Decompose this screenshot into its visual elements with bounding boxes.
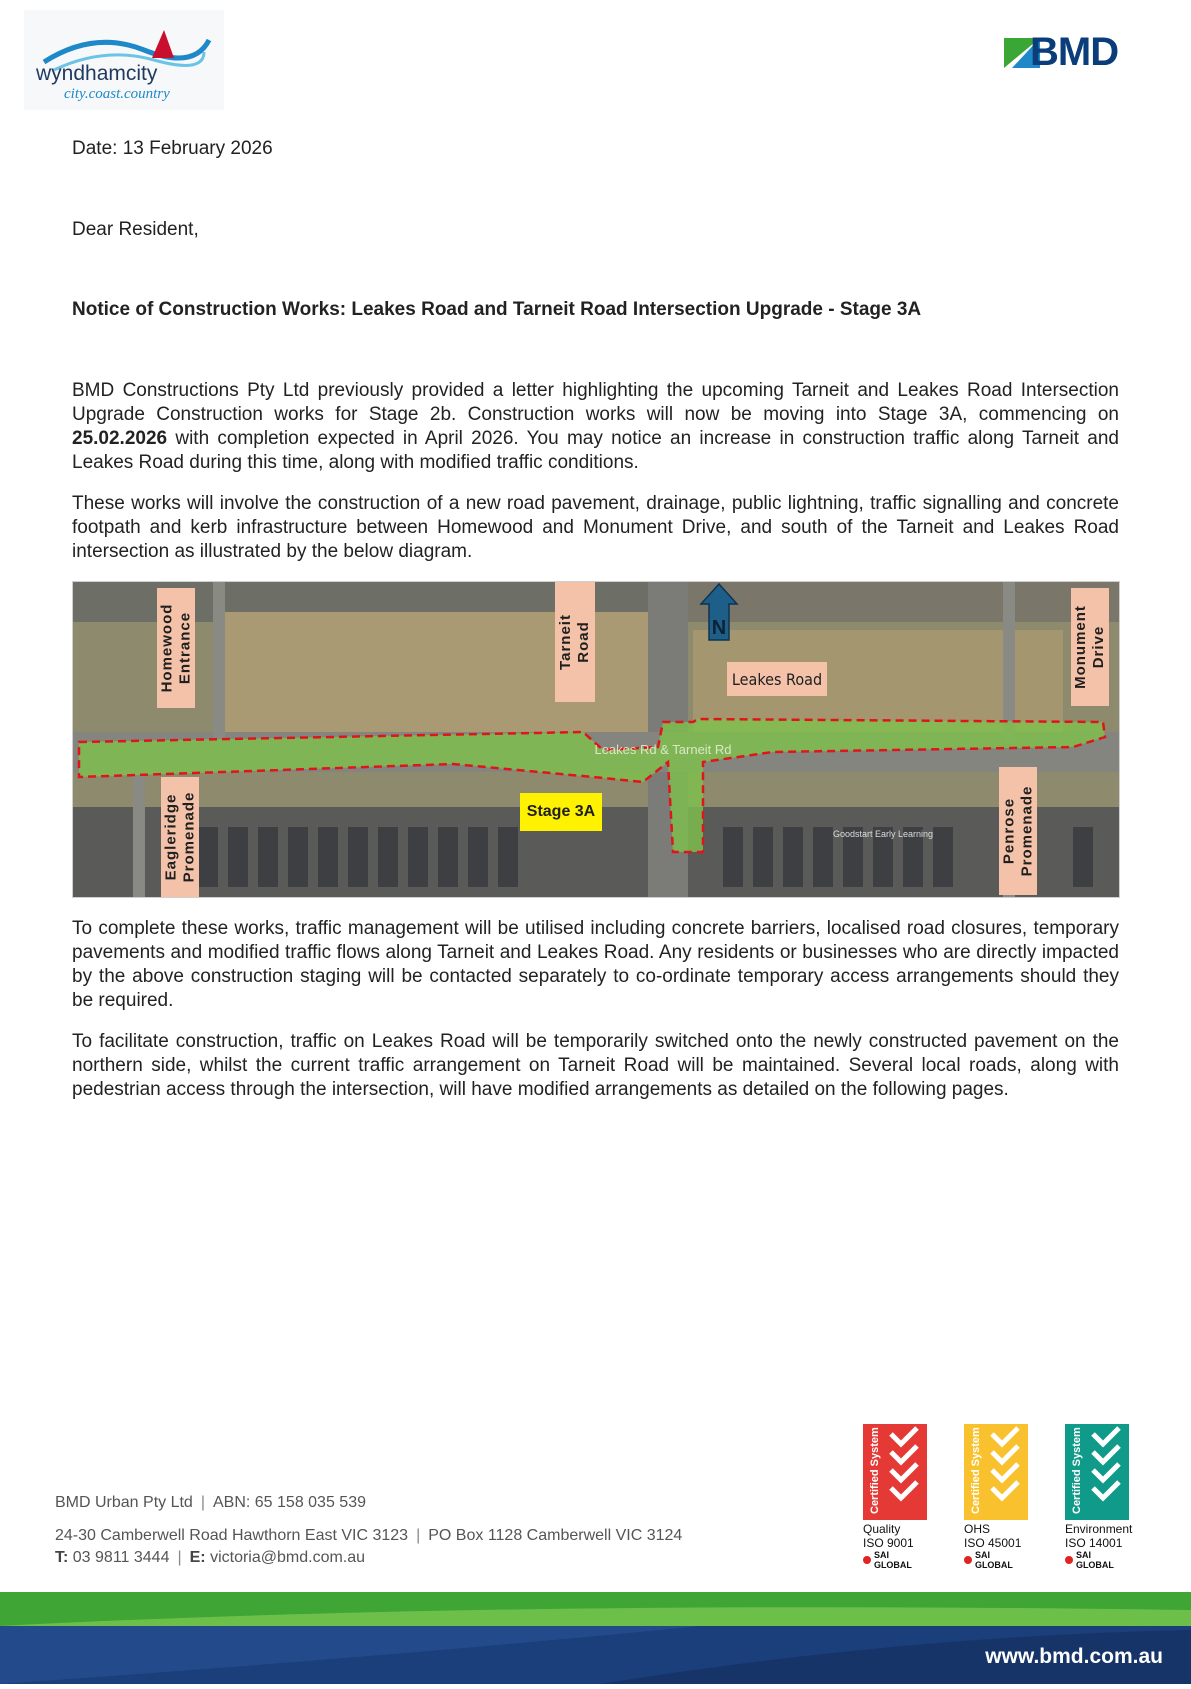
paragraph-intro-text-1: BMD Constructions Pty Ltd previously provided a letter highlighting the upcoming Tarneit and Leakes Road Intersection Upgrade Construction works for Stage 2b. Construction works will now be moving into Stage 3A, commencing on	[72, 380, 1119, 425]
label-stage-3a: Stage 3A	[520, 793, 602, 831]
wyndham-logo-text: wyndhamcity	[36, 62, 158, 85]
cert-environment-title: Environment	[1065, 1522, 1133, 1536]
footer-contact-line: T: 03 9811 3444 | E: victoria@bmd.com.au	[55, 1549, 366, 1566]
cert-ohs-issuer-text: SAI GLOBAL	[974, 1550, 1013, 1570]
cert-ohs-checks	[964, 1424, 1028, 1520]
footer-green-band	[0, 1592, 1191, 1626]
paragraph-intro	[72, 379, 1119, 475]
cert-quality-issuer	[863, 1550, 929, 1570]
letter-greeting: Dear Resident,	[72, 219, 199, 240]
footer-address-line: 24-30 Camberwell Road Hawthorn East VIC 3123 | PO Box 1128 Camberwell VIC 3124	[55, 1527, 683, 1544]
footer-phone[interactable]: 03 9811 3444	[72, 1549, 170, 1566]
intersection-label: Leakes Rd & Tarneit Rd	[594, 742, 732, 757]
email-label: E:	[189, 1549, 206, 1566]
label-eagleridge-promenade	[161, 777, 199, 897]
cert-badge-quality	[863, 1424, 929, 1570]
cert-environment-standard: ISO 14001	[1065, 1536, 1123, 1550]
aerial-map-graphic	[73, 582, 1119, 897]
sai-global-dot-icon	[863, 1556, 871, 1564]
bmd-logo-text: BMD	[1030, 30, 1119, 74]
label-penrose-promenade-text: Penrose Promenade	[1000, 785, 1036, 877]
cert-environment-issuer	[1065, 1550, 1131, 1570]
footer-company-line: BMD Urban Pty Ltd | ABN: 65 158 035 539	[55, 1494, 366, 1511]
phone-label: T:	[55, 1549, 69, 1566]
cert-quality-checks	[863, 1424, 927, 1520]
cert-environment-issuer-text: SAI GLOBAL	[1075, 1550, 1114, 1570]
cert-ohs-title: OHS	[964, 1522, 991, 1536]
paragraph-intro-text-2: with completion expected in April 2026. You may notice an increase in construction traffic along Tarneit and Leakes Road during this time, along with modified traffic conditions.	[72, 428, 1119, 473]
sai-global-dot-icon	[1065, 1556, 1073, 1564]
cert-quality-title: Quality	[863, 1522, 901, 1536]
footer-email[interactable]: victoria@bmd.com.au	[210, 1549, 366, 1566]
cert-badge-ohs	[964, 1424, 1030, 1570]
label-homewood-entrance-text: Homewood Entrance	[158, 603, 193, 693]
paragraph-traffic-management: To complete these works, traffic management will be utilised including concrete barriers, localised road closures, temporary pavements and modified traffic flows along Tarneit and Leakes Road. Any residents or businesses who are directly impacted by the above construction staging will be contacted separately to co-ordinate temporary access arrangements should they be required.	[72, 918, 1119, 1011]
north-arrow-label: N	[711, 617, 727, 639]
stage-3a-site-map	[72, 581, 1120, 898]
cert-quality-issuer-text: SAI GLOBAL	[873, 1550, 912, 1570]
commencement-date: 25.02.2026	[72, 428, 168, 449]
cert-quality-system-text: Certified System	[869, 1427, 881, 1514]
footer-website-link[interactable]: www.bmd.com.au	[985, 1645, 1163, 1668]
wyndham-tagline: city.coast.country	[64, 86, 170, 102]
footer-company-name: BMD Urban Pty Ltd	[55, 1494, 193, 1511]
cert-badge-environment	[1065, 1424, 1131, 1570]
footer-abn: ABN: 65 158 035 539	[212, 1494, 366, 1511]
cert-environment-system-text: Certified System	[1071, 1427, 1083, 1514]
cert-quality-standard: ISO 9001	[863, 1536, 914, 1550]
wyndham-city-logo	[24, 10, 224, 110]
sai-global-dot-icon	[964, 1556, 972, 1564]
paragraph-traffic-switch: To facilitate construction, traffic on Leakes Road will be temporarily switched onto the newly constructed pavement on the northern side, whilst the current traffic arrangement on Tarneit Road will be maintained. Several local roads, along with pedestrian access through the intersection, will have modified arrangements as detailed on the following pages.	[72, 1031, 1119, 1100]
footer-street-address: 24-30 Camberwell Road Hawthorn East VIC 3123	[55, 1527, 409, 1544]
footer-po-box: PO Box 1128 Camberwell VIC 3124	[428, 1527, 683, 1544]
label-homewood-entrance	[157, 588, 195, 708]
childcare-label: Goodstart Early Learning	[833, 829, 934, 839]
label-tarneit-road-text: Tarneit Road	[557, 614, 592, 670]
cert-ohs-standard: ISO 45001	[964, 1536, 1022, 1550]
letter-date: Date: 13 February 2026	[72, 138, 273, 159]
label-penrose-promenade	[999, 767, 1037, 895]
cert-environment-checks	[1065, 1424, 1129, 1520]
label-tarneit-road	[555, 582, 595, 702]
label-leakes-road: Leakes Road	[727, 662, 827, 696]
letter-subject: Notice of Construction Works: Leakes Road and Tarneit Road Intersection Upgrade - Stage 3A	[72, 299, 922, 320]
cert-ohs-system-text: Certified System	[970, 1427, 982, 1514]
label-monument-drive-text: Monument Drive	[1072, 605, 1108, 689]
label-eagleridge-promenade-text: Eagleridge Promenade	[162, 791, 198, 883]
paragraph-scope: These works will involve the construction of a new road pavement, drainage, public lightning, traffic signalling and concrete footpath and kerb infrastructure between Homewood and Monument Drive, and south of the Tarneit and Leakes Road intersection as illustrated by the below diagram.	[72, 493, 1119, 562]
cert-ohs-issuer	[964, 1550, 1030, 1570]
label-monument-drive	[1071, 588, 1109, 706]
